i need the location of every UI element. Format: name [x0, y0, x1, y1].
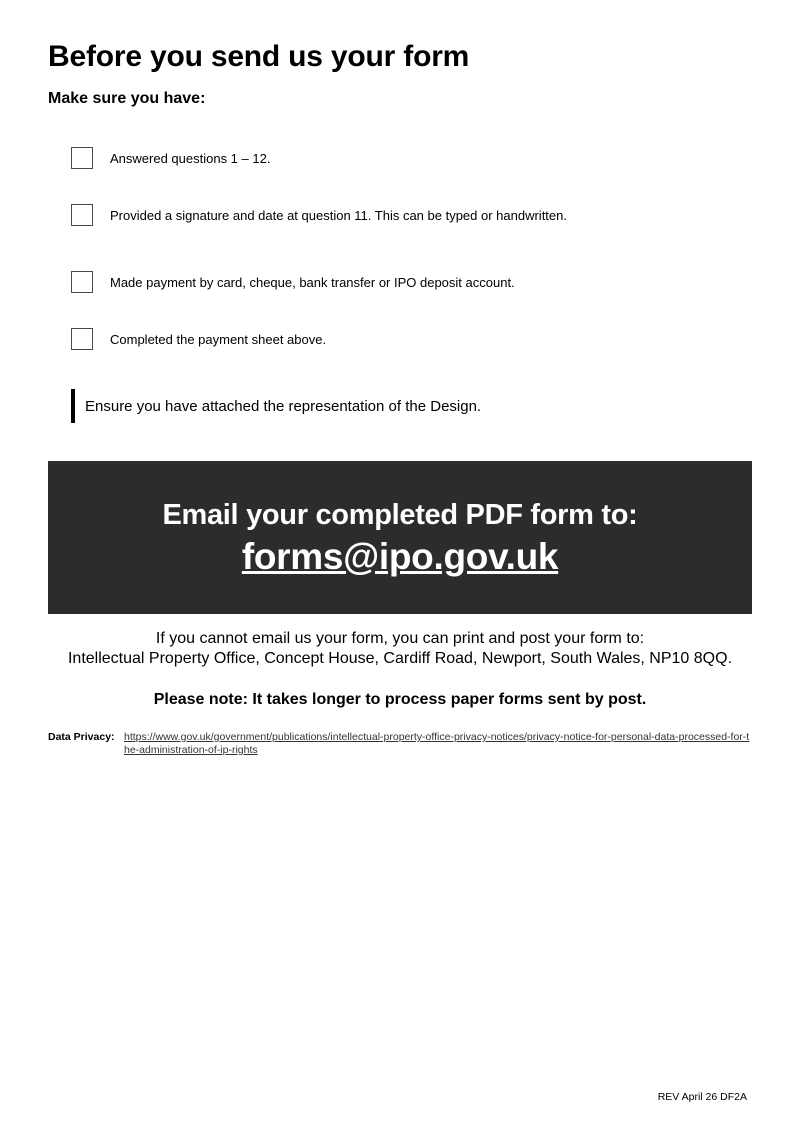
- checklist-label: Provided a signature and date at question 11. This can be typed or handwritten.: [110, 207, 567, 223]
- design-reminder: Ensure you have attached the representation of the Design.: [71, 389, 481, 423]
- email-link[interactable]: forms@ipo.gov.uk: [241, 536, 559, 577]
- checklist-heading: Make sure you have:: [48, 90, 206, 107]
- checklist-item-questions: [71, 146, 270, 170]
- postal-instructions: If you cannot email us your form, you can print and post your form to:: [155, 630, 645, 647]
- checklist-label: Answered questions 1 – 12.: [110, 150, 271, 166]
- checklist-label: Completed the payment sheet above.: [110, 331, 327, 347]
- checklist-item-signature: [71, 203, 567, 227]
- form-revision-reference: REV April 26 DF2A: [657, 1091, 747, 1103]
- checkbox-signature[interactable]: [71, 204, 93, 226]
- checklist-item-payment-sheet: [71, 327, 326, 351]
- postal-address: Intellectual Property Office, Concept House, Cardiff Road, Newport, South Wales, NP10 8QQ.: [67, 650, 733, 667]
- data-privacy-label: Data Privacy:: [48, 731, 115, 743]
- data-privacy-link[interactable]: https://www.gov.uk/government/publications/intellectual-property-office-privacy-notices/privacy-notice-for-personal-data-processed-for-the-administration-of-ip-rights: [124, 731, 750, 756]
- checkbox-payment-sheet[interactable]: [71, 328, 93, 350]
- checklist-label: Made payment by card, cheque, bank transfer or IPO deposit account.: [110, 274, 515, 290]
- page-title: Before you send us your form: [48, 40, 470, 73]
- checkbox-questions[interactable]: [71, 147, 93, 169]
- email-banner-heading: Email your completed PDF form to:: [162, 499, 638, 531]
- checklist-item-payment: [71, 270, 515, 294]
- checkbox-payment[interactable]: [71, 271, 93, 293]
- postal-delay-note: Please note: It takes longer to process paper forms sent by post.: [153, 691, 647, 708]
- email-banner: [48, 461, 752, 614]
